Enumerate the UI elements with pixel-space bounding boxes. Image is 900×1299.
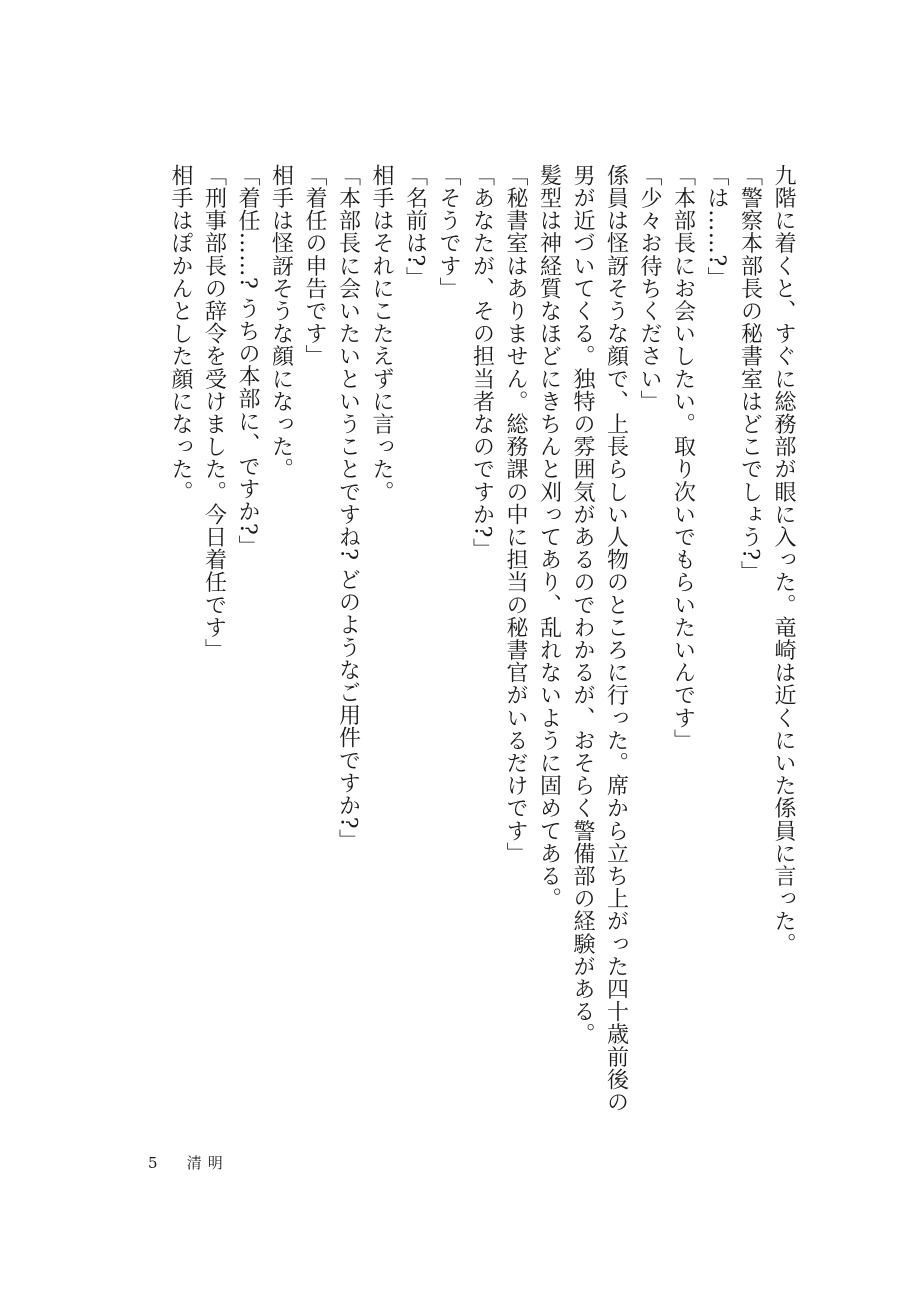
text-line: 相手はそれにこたえずに言った。 xyxy=(369,164,394,503)
text-line: 「は……?」 xyxy=(704,164,729,290)
text-line: 「あなたが、その担当者なのですか?」 xyxy=(469,164,495,561)
text-line: 相手は怪訝そうな顔になった。 xyxy=(268,164,294,481)
text-line: 「本部長にお会いしたい。取り次いでもらいたいんです」 xyxy=(670,164,696,752)
text-line: 男が近づいてくる。独特の雰囲気があるのでわかるが、おそらく警備部の経験がある。 xyxy=(570,164,595,1046)
text-line: 「少々お待ちください」 xyxy=(637,164,662,413)
chapter-title: 清明 xyxy=(186,1154,229,1172)
text-line: 「刑事部長の辞令を受けました。今日着任です」 xyxy=(201,164,227,662)
page-number: 5 xyxy=(148,1154,158,1172)
text-line: 「名前は?」 xyxy=(402,164,428,290)
page-footer xyxy=(148,1152,229,1173)
text-line: 相手はぽかんとした顔になった。 xyxy=(168,164,193,503)
text-line: 「着任の申告です」 xyxy=(302,164,327,368)
text-line: 係員は怪訝そうな顔で、上長らしい人物のところに行った。席から立ち上がった四十歳前後の xyxy=(603,164,629,1114)
text-line: 髪型は神経質なほどにきちんと刈ってあり、乱れないように固めてある。 xyxy=(536,164,562,910)
text-line: 「本部長に会いたいということですね? どのようなご用件ですか?」 xyxy=(335,164,361,852)
text-line: 九階に着くと、すぐに総務部が眼に入った。竜崎は近くにいた係員に言った。 xyxy=(771,164,796,955)
text-line: 「秘書室はありません。総務課の中に担当の秘書官がいるだけです」 xyxy=(503,164,528,865)
vertical-text-body xyxy=(164,164,801,1114)
text-line: 「そうです」 xyxy=(436,164,461,300)
text-line: 「着任……? うちの本部に、ですか?」 xyxy=(235,164,260,558)
text-line: 「警察本部長の秘書室はどこでしょう?」 xyxy=(737,164,763,584)
